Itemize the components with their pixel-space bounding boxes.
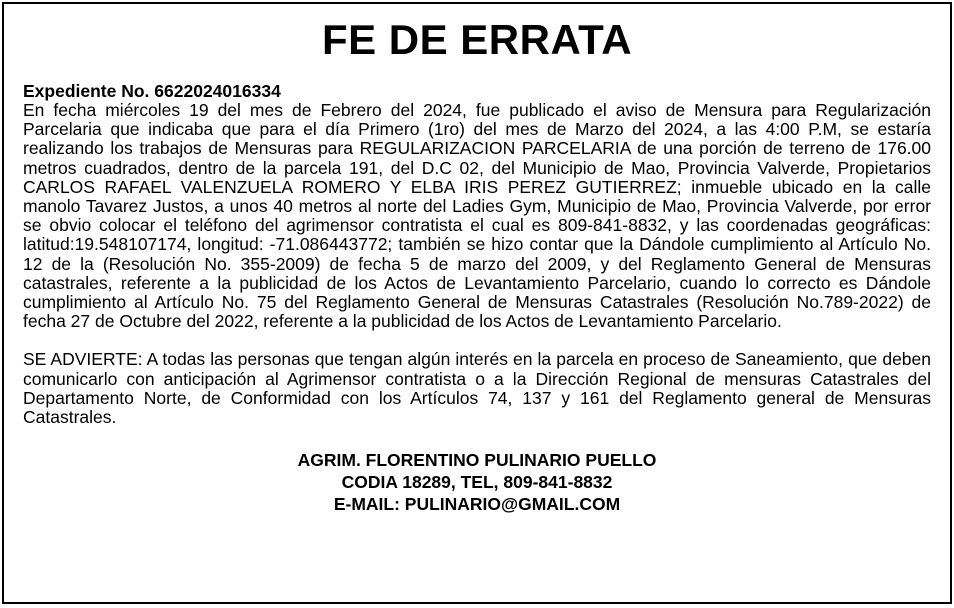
errata-notice <box>2 2 952 604</box>
expediente-number: Expediente No. 6622024016334 <box>23 81 281 101</box>
signature-email: E-MAIL: PULINARIO@GMAIL.COM <box>333 494 621 515</box>
signature-block <box>23 449 931 515</box>
warning-paragraph: SE ADVIERTE: A todas las personas que tengan algún interés en la parcela en proceso de Saneamiento, que deben comunicarlo con anticipación al Agrimensor contratista o a la Dirección Regional de mensuras Catastrales del Departamento Norte, de Conformidad con los Artículos 74, 137 y 161 del Reglamento general de Mensuras Catastrales. <box>23 349 931 428</box>
signature-codia-phone: CODIA 18289, TEL, 809-841-8832 <box>341 472 613 493</box>
notice-title: FE DE ERRATA <box>321 16 633 63</box>
signature-name: AGRIM. FLORENTINO PULINARIO PUELLO <box>297 450 657 471</box>
errata-body-paragraph: En fecha miércoles 19 del mes de Febrero del 2024, fue publicado el aviso de Mensura para Regularización Parcelaria que indicaba que para el día Primero (1ro) del mes de Marzo del 2024, a las 4:00 P.M, se estaría realizando los trabajos de Mensuras para REGULARIZACION PARCELARIA de una porción de terreno de 176.00 metros cuadrados, dentro de la parcela 191, del D.C 02, del Municipio de Mao, Provincia Valverde, Propietarios CARLOS RAFAEL VALENZUELA ROMERO Y ELBA IRIS PEREZ GUTIERREZ; inmueble ubicado en la calle manolo Tavarez Justos, a unos 40 metros al norte del Ladies Gym, Municipio de Mao, Provincia Valverde, por error se obvio colocar el teléfono del agrimensor contratista el cual es 809-841-8832, y las coordenadas geográficas: latitud:19.548107174, longitud: -71.086443772; también se hizo contar que la Dándole cumplimiento al Artículo No. 12 de la (Resolución No. 355-2009) de fecha 5 de marzo del 2009, y del Reglamento General de Mensuras catastrales, referente a la publicidad de los Actos de Levantamiento Parcelario, cuando lo correcto es Dándole cumplimiento al Artículo No. 75 del Reglamento General de Mensuras Catastrales (Resolución No.789-2022) de fecha 27 de Octubre del 2022, referente a la publicidad de los Actos de Levantamiento Parcelario. <box>23 100 931 332</box>
